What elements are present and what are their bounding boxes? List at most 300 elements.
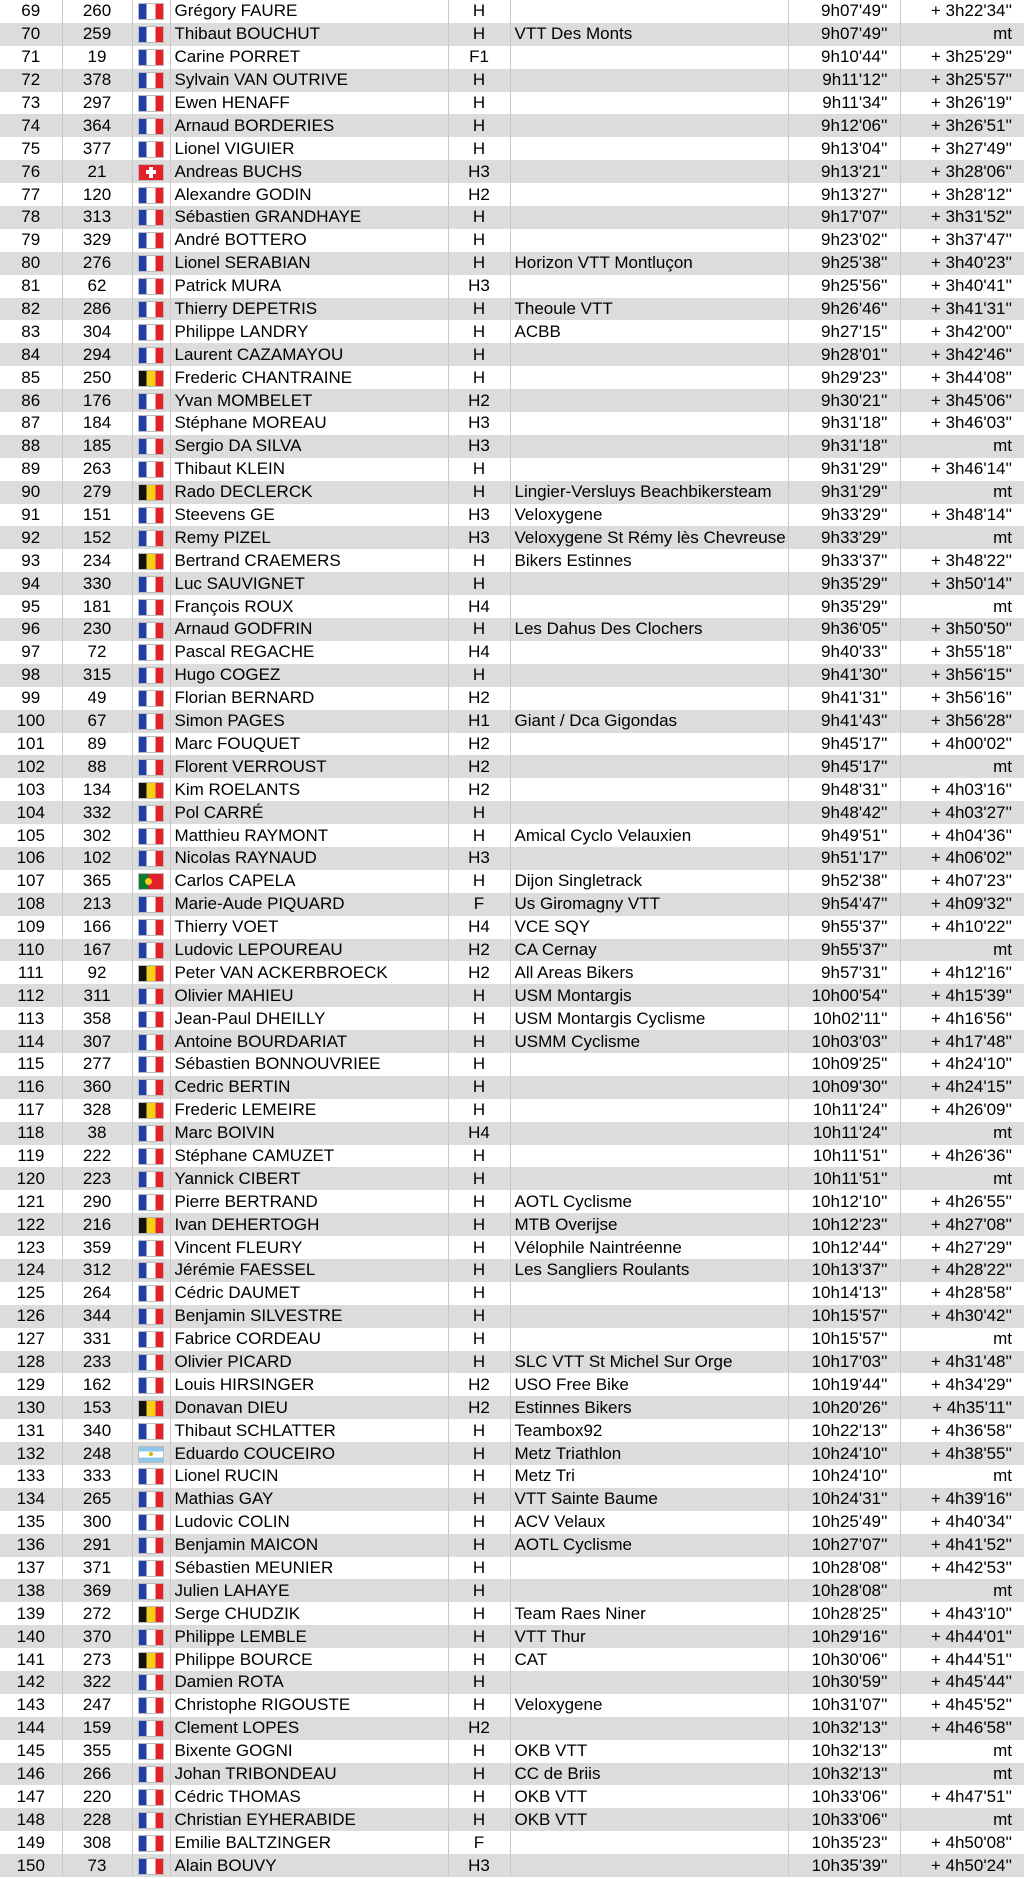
rank-cell: 69: [21, 1, 41, 21]
country-flag-cell: [132, 1259, 170, 1282]
rider-name-cell: Pierre BERTRAND: [170, 1190, 448, 1213]
gap-cell: + 4h10'22'': [900, 916, 1024, 939]
country-flag-cell: [132, 23, 170, 46]
category-cell: H: [448, 1076, 510, 1099]
bib-cell: 176: [62, 389, 132, 412]
time-cell: 10h09'30'': [788, 1076, 900, 1099]
bib-cell: 307: [62, 1030, 132, 1053]
table-row: [0, 114, 1024, 137]
country-flag-icon: [138, 1308, 164, 1325]
country-flag-icon: [138, 782, 164, 799]
time-cell: 10h35'23'': [788, 1831, 900, 1854]
time-cell: 10h11'51'': [788, 1145, 900, 1168]
rank-cell: 109: [16, 917, 45, 937]
gap-cell: + 3h31'52'': [900, 206, 1024, 229]
time-cell: 10h14'13'': [788, 1282, 900, 1305]
time-cell: 10h29'16'': [788, 1625, 900, 1648]
club-cell: VTT Des Monts: [510, 23, 788, 46]
country-flag-cell: [132, 1419, 170, 1442]
country-flag-icon: [138, 1171, 164, 1188]
country-flag-cell: [132, 1282, 170, 1305]
rank-cell: 104: [0, 801, 62, 824]
gap-cell: + 4h41'52'': [900, 1534, 1024, 1557]
table-row: [0, 801, 1024, 824]
country-flag-icon: [138, 576, 164, 593]
gap-cell: + 3h25'29'': [900, 46, 1024, 69]
club-cell: [510, 46, 788, 69]
bib-cell: 355: [62, 1740, 132, 1763]
rank-cell: 140: [0, 1625, 62, 1648]
club-cell: CAT: [510, 1648, 788, 1671]
rider-name-cell: Benjamin MAICON: [170, 1534, 448, 1557]
bib-cell: 151: [62, 504, 132, 527]
bib-cell: 365: [62, 870, 132, 893]
country-flag-cell: [132, 69, 170, 92]
time-cell: 10h33'06'': [788, 1808, 900, 1831]
gap-cell: + 3h56'15'': [900, 664, 1024, 687]
bib-cell: 304: [62, 320, 132, 343]
club-cell: [510, 1099, 788, 1122]
category-cell: H3: [448, 1854, 510, 1877]
rider-name-cell: Emilie BALTZINGER: [170, 1831, 448, 1854]
country-flag-cell: [132, 1122, 170, 1145]
gap-cell: + 3h28'12'': [900, 183, 1024, 206]
time-cell: 10h13'37'': [788, 1259, 900, 1282]
club-cell: [510, 1145, 788, 1168]
country-flag-icon: [138, 232, 164, 249]
rider-name-cell: Peter VAN ACKERBROECK: [170, 961, 448, 984]
bib-cell: 247: [62, 1694, 132, 1717]
time-cell: 9h49'51'': [788, 824, 900, 847]
bib-cell: 333: [62, 1465, 132, 1488]
time-cell: 9h11'12'': [788, 69, 900, 92]
club-cell: [510, 229, 788, 252]
country-flag-cell: [132, 939, 170, 962]
table-row: [0, 1076, 1024, 1099]
country-flag-cell: [132, 1305, 170, 1328]
bib-cell: 273: [62, 1648, 132, 1671]
rider-name-cell: Philippe BOURCE: [170, 1648, 448, 1671]
rank-cell: 88: [0, 435, 62, 458]
country-flag-cell: [132, 755, 170, 778]
bib-cell: 250: [62, 366, 132, 389]
category-cell: H: [448, 1328, 510, 1351]
category-cell: H: [448, 252, 510, 275]
rank-cell: 118: [0, 1122, 62, 1145]
rider-name-cell: André BOTTERO: [170, 229, 448, 252]
country-flag-cell: [132, 114, 170, 137]
country-flag-cell: [132, 298, 170, 321]
time-cell: 9h25'38'': [788, 252, 900, 275]
time-cell: 10h11'24'': [788, 1099, 900, 1122]
bib-cell: 311: [62, 984, 132, 1007]
country-flag-icon: [138, 72, 164, 89]
gap-cell: mt: [900, 595, 1024, 618]
category-cell: H: [448, 1442, 510, 1465]
bib-cell: 102: [62, 847, 132, 870]
time-cell: 9h11'34'': [788, 92, 900, 115]
category-cell: H: [448, 1465, 510, 1488]
rank-cell: 111: [17, 962, 44, 982]
club-cell: [510, 137, 788, 160]
rider-name-cell: Pol CARRÉ: [170, 801, 448, 824]
rank-cell: 149: [16, 1832, 45, 1852]
club-cell: [510, 343, 788, 366]
rider-name-cell: Carine PORRET: [170, 46, 448, 69]
gap-cell: + 4h26'36'': [900, 1145, 1024, 1168]
rank-cell: 126: [0, 1305, 62, 1328]
country-flag-icon: [138, 1148, 164, 1165]
time-cell: 9h57'31'': [788, 961, 900, 984]
rank-cell: 94: [0, 572, 62, 595]
rider-name-cell: Cédric THOMAS: [170, 1785, 448, 1808]
club-cell: [510, 641, 788, 664]
category-cell: H2: [448, 778, 510, 801]
category-cell: H: [448, 549, 510, 572]
bib-cell: 302: [62, 824, 132, 847]
rider-name-cell: Johan TRIBONDEAU: [170, 1763, 448, 1786]
category-cell: H: [448, 114, 510, 137]
category-cell: H: [448, 801, 510, 824]
gap-cell: + 3h44'08'': [900, 366, 1024, 389]
rider-name-cell: Patrick MURA: [170, 275, 448, 298]
rank-cell: 93: [21, 550, 41, 570]
country-flag-icon: [138, 1468, 164, 1485]
time-cell: 10h11'51'': [788, 1167, 900, 1190]
time-cell: 9h13'21'': [788, 160, 900, 183]
gap-cell: + 4h24'10'': [900, 1053, 1024, 1076]
country-flag-cell: [132, 1373, 170, 1396]
rank-cell: 119: [17, 1145, 45, 1165]
time-cell: 10h24'10'': [788, 1442, 900, 1465]
table-row: [0, 824, 1024, 847]
country-flag-icon: [138, 1789, 164, 1806]
rider-name-cell: Ludovic LEPOUREAU: [170, 939, 448, 962]
table-row: [0, 1167, 1024, 1190]
rider-name-cell: Thierry VOET: [170, 916, 448, 939]
rank-cell: 78: [0, 206, 62, 229]
club-cell: [510, 1831, 788, 1854]
gap-cell: + 3h25'57'': [900, 69, 1024, 92]
table-row: [0, 1190, 1024, 1213]
country-flag-cell: [132, 916, 170, 939]
time-cell: 9h52'38'': [788, 870, 900, 893]
country-flag-icon: [138, 255, 164, 272]
bib-cell: 228: [62, 1808, 132, 1831]
time-cell: 10h24'10'': [788, 1465, 900, 1488]
country-flag-icon: [138, 1629, 164, 1646]
table-row: [0, 1122, 1024, 1145]
table-row: [0, 343, 1024, 366]
country-flag-icon: [138, 1262, 164, 1279]
country-flag-icon: [138, 49, 164, 66]
gap-cell: + 4h28'22'': [900, 1259, 1024, 1282]
bib-cell: 277: [62, 1053, 132, 1076]
category-cell: H: [448, 1763, 510, 1786]
time-cell: 10h12'10'': [788, 1190, 900, 1213]
time-cell: 9h10'44'': [788, 46, 900, 69]
table-row: [0, 1763, 1024, 1786]
table-row: [0, 92, 1024, 115]
category-cell: H: [448, 1740, 510, 1763]
country-flag-icon: [138, 438, 164, 455]
gap-cell: + 4h24'15'': [900, 1076, 1024, 1099]
rider-name-cell: Fabrice CORDEAU: [170, 1328, 448, 1351]
table-row: [0, 1442, 1024, 1465]
country-flag-cell: [132, 320, 170, 343]
bib-cell: 222: [62, 1145, 132, 1168]
bib-cell: 332: [62, 801, 132, 824]
table-row: [0, 504, 1024, 527]
table-row: [0, 687, 1024, 710]
country-flag-cell: [132, 549, 170, 572]
club-cell: [510, 755, 788, 778]
country-flag-icon: [138, 988, 164, 1005]
rider-name-cell: Clement LOPES: [170, 1717, 448, 1740]
club-cell: [510, 1167, 788, 1190]
table-row: [0, 1694, 1024, 1717]
rider-name-cell: Bixente GOGNI: [170, 1740, 448, 1763]
rank-cell: 123: [16, 1237, 45, 1257]
rank-cell: 134: [0, 1488, 62, 1511]
rank-cell: 144: [0, 1717, 62, 1740]
club-cell: AOTL Cyclisme: [510, 1190, 788, 1213]
country-flag-cell: [132, 1740, 170, 1763]
rider-name-cell: Sébastien MEUNIER: [170, 1557, 448, 1580]
country-flag-icon: [138, 26, 164, 43]
table-row: [0, 481, 1024, 504]
category-cell: F1: [448, 46, 510, 69]
category-cell: H2: [448, 1373, 510, 1396]
country-flag-cell: [132, 389, 170, 412]
country-flag-icon: [138, 209, 164, 226]
country-flag-icon: [138, 896, 164, 913]
rider-name-cell: Cedric BERTIN: [170, 1076, 448, 1099]
bib-cell: 230: [62, 618, 132, 641]
table-row: [0, 1488, 1024, 1511]
club-cell: Horizon VTT Montluçon: [510, 252, 788, 275]
country-flag-cell: [132, 1785, 170, 1808]
country-flag-cell: [132, 1511, 170, 1534]
rank-cell: 86: [0, 389, 62, 412]
time-cell: 9h33'29'': [788, 504, 900, 527]
rider-name-cell: Marc FOUQUET: [170, 733, 448, 756]
table-row: [0, 618, 1024, 641]
gap-cell: + 4h43'10'': [900, 1602, 1024, 1625]
rider-name-cell: Stéphane MOREAU: [170, 412, 448, 435]
rider-name-cell: Cédric DAUMET: [170, 1282, 448, 1305]
club-cell: [510, 0, 788, 23]
bib-cell: 166: [62, 916, 132, 939]
category-cell: H2: [448, 733, 510, 756]
category-cell: H: [448, 92, 510, 115]
time-cell: 9h30'21'': [788, 389, 900, 412]
rider-name-cell: Christian EYHERABIDE: [170, 1808, 448, 1831]
bib-cell: 322: [62, 1671, 132, 1694]
bib-cell: 377: [62, 137, 132, 160]
gap-cell: + 3h46'03'': [900, 412, 1024, 435]
country-flag-cell: [132, 618, 170, 641]
table-row: [0, 0, 1024, 23]
category-cell: H: [448, 1648, 510, 1671]
time-cell: 10h20'26'': [788, 1396, 900, 1419]
country-flag-icon: [138, 141, 164, 158]
time-cell: 9h48'42'': [788, 801, 900, 824]
country-flag-cell: [132, 1236, 170, 1259]
club-cell: ACV Velaux: [510, 1511, 788, 1534]
country-flag-icon: [138, 3, 164, 20]
gap-cell: + 4h12'16'': [900, 961, 1024, 984]
rank-cell: 74: [0, 114, 62, 137]
rider-name-cell: Jérémie FAESSEL: [170, 1259, 448, 1282]
country-flag-cell: [132, 1763, 170, 1786]
time-cell: 10h15'57'': [788, 1305, 900, 1328]
category-cell: H3: [448, 435, 510, 458]
country-flag-icon: [138, 324, 164, 341]
category-cell: H: [448, 1007, 510, 1030]
rank-cell: 102: [0, 755, 62, 778]
country-flag-icon: [138, 1240, 164, 1257]
category-cell: H3: [448, 526, 510, 549]
country-flag-icon: [138, 1537, 164, 1554]
bib-cell: 181: [62, 595, 132, 618]
country-flag-cell: [132, 1694, 170, 1717]
category-cell: H: [448, 1785, 510, 1808]
club-cell: VTT Thur: [510, 1625, 788, 1648]
gap-cell: + 4h46'58'': [900, 1717, 1024, 1740]
table-row: [0, 549, 1024, 572]
rank-cell: 108: [0, 893, 62, 916]
gap-cell: + 3h48'22'': [900, 549, 1024, 572]
bib-cell: 248: [62, 1442, 132, 1465]
country-flag-icon: [138, 1217, 164, 1234]
club-cell: USM Montargis: [510, 984, 788, 1007]
table-row: [0, 526, 1024, 549]
rank-cell: 142: [0, 1671, 62, 1694]
table-row: [0, 1305, 1024, 1328]
table-row: [0, 1785, 1024, 1808]
country-flag-icon: [138, 1446, 164, 1463]
country-flag-icon: [138, 919, 164, 936]
country-flag-icon: [138, 1011, 164, 1028]
gap-cell: + 4h03'16'': [900, 778, 1024, 801]
rider-name-cell: Olivier PICARD: [170, 1351, 448, 1374]
time-cell: 10h35'39'': [788, 1854, 900, 1877]
gap-cell: + 3h46'14'': [900, 458, 1024, 481]
table-row: [0, 870, 1024, 893]
gap-cell: + 4h30'42'': [900, 1305, 1024, 1328]
rank-cell: 112: [0, 984, 62, 1007]
table-row: [0, 1511, 1024, 1534]
country-flag-icon: [138, 667, 164, 684]
country-flag-icon: [138, 553, 164, 570]
bib-cell: 329: [62, 229, 132, 252]
club-cell: Les Dahus Des Clochers: [510, 618, 788, 641]
gap-cell: + 4h35'11'': [900, 1396, 1024, 1419]
category-cell: H: [448, 572, 510, 595]
gap-cell: + 4h34'29'': [900, 1373, 1024, 1396]
bib-cell: 291: [62, 1534, 132, 1557]
club-cell: [510, 435, 788, 458]
gap-cell: + 4h16'56'': [900, 1007, 1024, 1030]
rank-cell: 81: [21, 276, 41, 296]
rank-cell: 128: [0, 1351, 62, 1374]
rank-cell: 89: [21, 459, 41, 479]
club-cell: [510, 69, 788, 92]
club-cell: VCE SQY: [510, 916, 788, 939]
rider-name-cell: Julien LAHAYE: [170, 1579, 448, 1602]
country-flag-cell: [132, 412, 170, 435]
time-cell: 9h07'49'': [788, 23, 900, 46]
rank-cell: 141: [16, 1649, 45, 1669]
gap-cell: mt: [900, 23, 1024, 46]
rank-cell: 79: [21, 230, 41, 250]
rank-cell: 127: [16, 1329, 45, 1349]
table-row: [0, 1717, 1024, 1740]
time-cell: 10h25'49'': [788, 1511, 900, 1534]
rank-cell: 83: [21, 321, 41, 341]
rider-name-cell: Thibaut KLEIN: [170, 458, 448, 481]
time-cell: 9h55'37'': [788, 939, 900, 962]
gap-cell: + 4h42'53'': [900, 1557, 1024, 1580]
time-cell: 10h28'25'': [788, 1602, 900, 1625]
country-flag-icon: [138, 1125, 164, 1142]
country-flag-cell: [132, 1557, 170, 1580]
rank-cell: 107: [16, 871, 45, 891]
country-flag-cell: [132, 1625, 170, 1648]
gap-cell: + 4h17'48'': [900, 1030, 1024, 1053]
bib-cell: 185: [62, 435, 132, 458]
club-cell: [510, 389, 788, 412]
country-flag-cell: [132, 252, 170, 275]
category-cell: H4: [448, 595, 510, 618]
rank-cell: 92: [0, 526, 62, 549]
gap-cell: + 3h48'14'': [900, 504, 1024, 527]
rank-cell: 77: [21, 184, 41, 204]
category-cell: H: [448, 0, 510, 23]
country-flag-icon: [138, 1377, 164, 1394]
country-flag-icon: [138, 942, 164, 959]
club-cell: Les Sangliers Roulants: [510, 1259, 788, 1282]
category-cell: H: [448, 1030, 510, 1053]
time-cell: 9h45'17'': [788, 755, 900, 778]
bib-cell: 134: [62, 778, 132, 801]
club-cell: [510, 733, 788, 756]
table-row: [0, 160, 1024, 183]
gap-cell: + 3h50'50'': [900, 618, 1024, 641]
bib-cell: 340: [62, 1419, 132, 1442]
bib-cell: 73: [62, 1854, 132, 1877]
time-cell: 9h40'33'': [788, 641, 900, 664]
rank-cell: 135: [16, 1512, 45, 1532]
bib-cell: 266: [62, 1763, 132, 1786]
country-flag-cell: [132, 641, 170, 664]
rider-name-cell: Alexandre GODIN: [170, 183, 448, 206]
club-cell: Veloxygene St Rémy lès Chevreuse: [510, 526, 788, 549]
country-flag-cell: [132, 183, 170, 206]
time-cell: 9h35'29'': [788, 572, 900, 595]
bib-cell: 49: [62, 687, 132, 710]
category-cell: H: [448, 1511, 510, 1534]
time-cell: 9h12'06'': [788, 114, 900, 137]
rider-name-cell: Benjamin SILVESTRE: [170, 1305, 448, 1328]
rider-name-cell: Rado DECLERCK: [170, 481, 448, 504]
rank-cell: 121: [16, 1191, 45, 1211]
country-flag-icon: [138, 1056, 164, 1073]
bib-cell: 21: [62, 160, 132, 183]
rank-cell: 80: [0, 252, 62, 275]
gap-cell: + 3h37'47'': [900, 229, 1024, 252]
